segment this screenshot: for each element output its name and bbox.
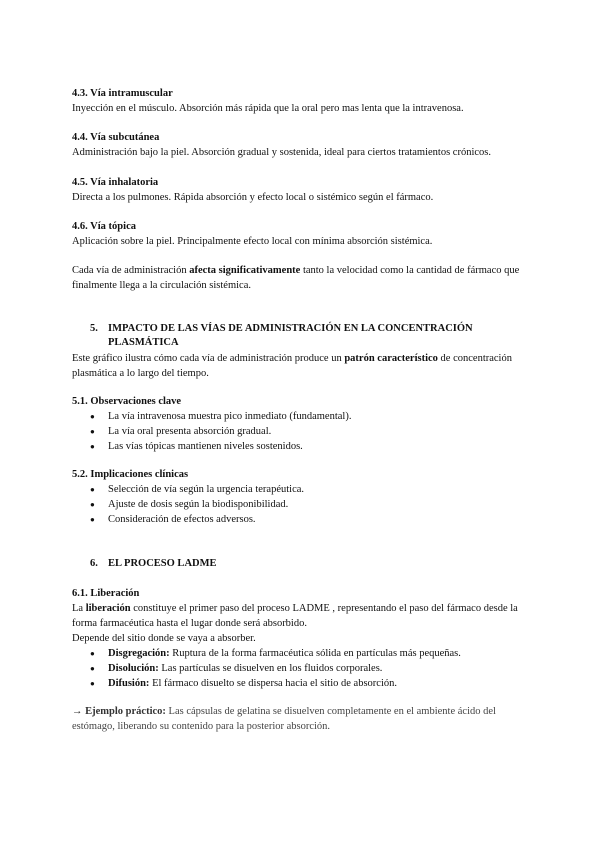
section-5-1 <box>72 394 532 454</box>
example-note <box>72 704 532 734</box>
section-title: 4.6. Vía tópica <box>72 221 136 232</box>
section-title: 4.5. Vía inhalatoria <box>72 177 159 188</box>
list-item: ● Selección de vía según la urgencia terapéutica. <box>72 482 532 497</box>
section-title: 5.2. Implicaciones clínicas <box>72 469 189 480</box>
list-item: ● Consideración de efectos adversos. <box>72 512 532 527</box>
heading-number: 5. <box>90 323 98 334</box>
paragraph-emphasis: liberación <box>85 603 131 614</box>
item-description: Ruptura de la forma farmacéutica sólida en partículas más pequeñas. <box>169 648 461 659</box>
section-4-6 <box>72 219 532 249</box>
list-item <box>72 676 532 691</box>
intro-text-end: de concentración plasmática a lo largo del tiempo. <box>72 353 512 379</box>
item-term: Disolución: <box>108 663 159 674</box>
section-text: Aplicación sobre la piel. Principalmente efecto local con mínima absorción sistémica. <box>72 236 433 247</box>
section-5-2 <box>72 467 532 527</box>
intro-emphasis: patrón característico <box>344 353 438 364</box>
list-item <box>72 646 532 661</box>
list-item: ● La vía oral presenta absorción gradual. <box>72 424 532 439</box>
summary-paragraph <box>72 263 532 293</box>
section-4-4 <box>72 130 532 160</box>
section-title: 6.1. Liberación <box>72 588 140 599</box>
section-title: 4.4. Vía subcutánea <box>72 132 160 143</box>
section-6-1 <box>72 586 532 691</box>
section-text: Administración bajo la piel. Absorción gradual y sostenida, ideal para ciertos tratamientos crónicos. <box>72 147 492 158</box>
item-term: Disgregación: <box>108 648 170 659</box>
example-text: Las cápsulas de gelatina se disuelven completamente en el ambiente ácido del estómago, liberando su contenido para la posterior absorción. <box>72 706 496 732</box>
intro-text: Este gráfico ilustra cómo cada vía de administración produce un <box>72 353 345 364</box>
bullet-list <box>72 409 532 454</box>
summary-emphasis: afecta significativamente <box>189 265 301 276</box>
paragraph-text-end: constituye el primer paso del proceso LADME , representando el paso del fármaco desde la forma farmacéutica hasta el lugar donde será absorbido. <box>72 603 518 629</box>
item-description: El fármaco disuelto se dispersa hacia el sitio de absorción. <box>149 678 397 689</box>
summary-text-end: tanto la velocidad como la cantidad de fármaco que finalmente llega a la circulación sistémica. <box>72 265 520 291</box>
list-item <box>72 661 532 676</box>
list-item: ● Las vías tópicas mantienen niveles sostenidos. <box>72 439 532 454</box>
item-description: Las partículas se disuelven en los fluidos corporales. <box>158 663 383 674</box>
section-paragraph <box>72 601 532 631</box>
summary-text: Cada vía de administración <box>72 265 190 276</box>
section-4-3 <box>72 86 532 116</box>
heading-number: 6. <box>90 558 98 569</box>
section-4-5 <box>72 175 532 205</box>
heading-section-5 <box>72 322 532 350</box>
section-note: Depende del sitio donde se vaya a absorber. <box>72 633 256 644</box>
item-term: Difusión: <box>108 678 150 689</box>
list-item: ● Ajuste de dosis según la biodisponibilidad. <box>72 497 532 512</box>
list-item: ● La vía intravenosa muestra pico inmediato (fundamental). <box>72 409 532 424</box>
paragraph-text: La <box>72 603 86 614</box>
example-lead: → Ejemplo práctico: <box>72 706 166 717</box>
section-text: Directa a los pulmones. Rápida absorción y efecto local o sistémico según el fármaco. <box>72 192 434 203</box>
section-title: 4.3. Vía intramuscular <box>72 88 173 99</box>
heading-section-6 <box>72 557 532 571</box>
bullet-list <box>72 646 532 691</box>
heading-title: EL PROCESO LADME <box>108 558 217 569</box>
heading-title: IMPACTO DE LAS VÍAS DE ADMINISTRACIÓN EN LA CONCENTRACIÓN PLASMÁTICA <box>108 323 473 348</box>
section-5-intro <box>72 351 532 381</box>
section-text: Inyección en el músculo. Absorción más rápida que la oral pero mas lenta que la intravenosa. <box>72 103 464 114</box>
section-title: 5.1. Observaciones clave <box>72 396 182 407</box>
bullet-list <box>72 482 532 527</box>
